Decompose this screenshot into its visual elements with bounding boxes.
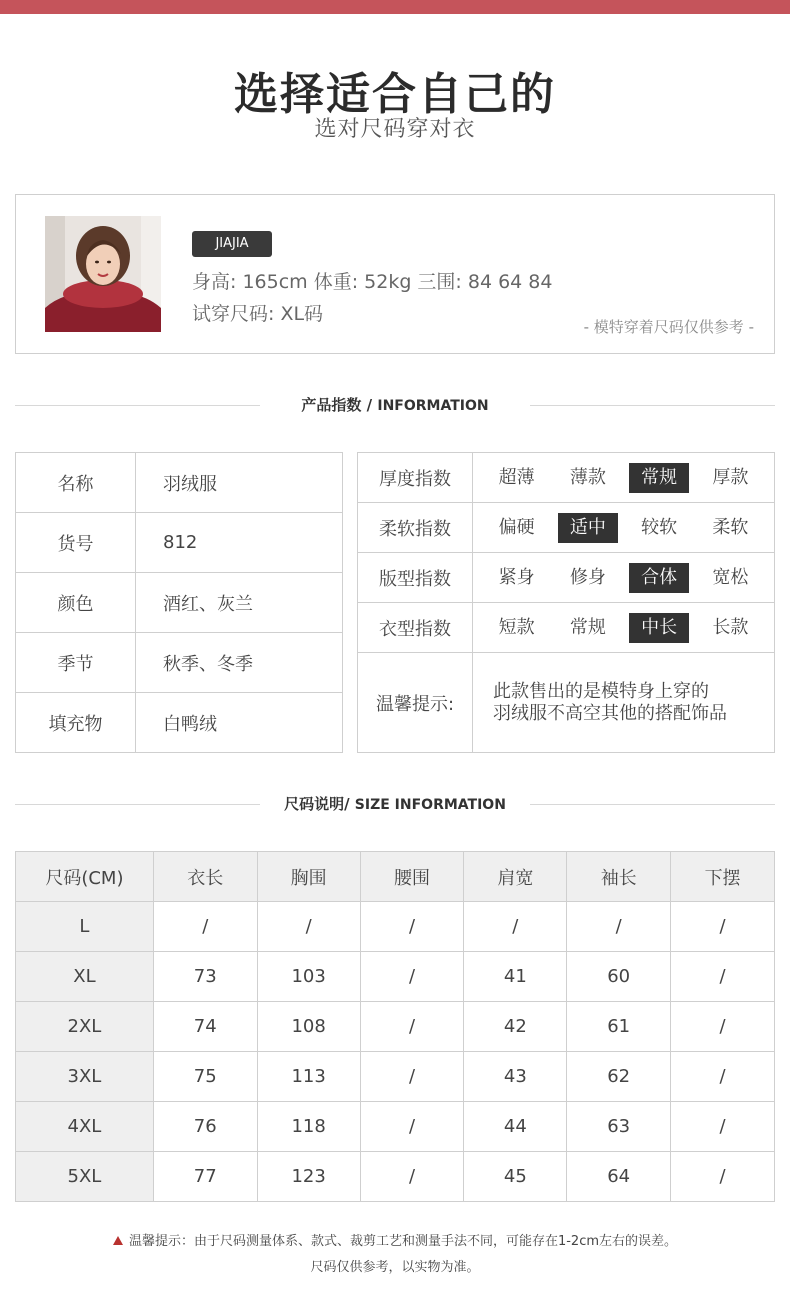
table-cell: 62 (567, 1052, 671, 1102)
column-header: 肩宽 (464, 852, 567, 902)
model-photo (45, 216, 161, 332)
table-cell: 108 (257, 1002, 360, 1052)
table-cell: / (360, 902, 464, 952)
brand-tag: JIAJIA (192, 231, 272, 257)
table-cell: 75 (153, 1052, 257, 1102)
index-options (473, 613, 774, 643)
size-label: 3XL (16, 1052, 154, 1102)
table-row (16, 573, 343, 633)
table-cell: 64 (567, 1152, 671, 1202)
index-option: 短款 (498, 616, 535, 638)
table-row (16, 1102, 775, 1152)
model-size-note: - 模特穿着尺码仅供参考 - (583, 318, 754, 336)
info-section-header (15, 394, 775, 418)
footnote-reference: 尺码仅供参考，以实物为准。 (310, 1260, 480, 1275)
page-subtitle: 选对尺码穿对衣 (314, 117, 476, 142)
table-cell: / (671, 902, 775, 952)
table-row (16, 453, 343, 513)
info-key: 季节 (16, 633, 136, 693)
info-value: 秋季、冬季 (136, 633, 343, 693)
index-option: 厚款 (712, 466, 749, 488)
column-header: 袖长 (567, 852, 671, 902)
table-cell: / (464, 902, 567, 952)
table-cell: / (153, 902, 257, 952)
info-key: 货号 (16, 513, 136, 573)
table-row (358, 653, 775, 753)
table-cell: 41 (464, 952, 567, 1002)
column-header: 衣长 (153, 852, 257, 902)
table-cell: / (671, 1152, 775, 1202)
table-row (16, 1052, 775, 1102)
index-option: 常规 (629, 463, 689, 493)
table-row (16, 1152, 775, 1202)
info-value: 酒红、灰兰 (136, 573, 343, 633)
table-row (16, 513, 343, 573)
table-row (358, 503, 775, 553)
column-header: 胸围 (257, 852, 360, 902)
index-key: 厚度指数 (358, 453, 473, 503)
size-label: 5XL (16, 1152, 154, 1202)
table-cell: / (257, 902, 360, 952)
column-header: 下摆 (671, 852, 775, 902)
table-cell: 45 (464, 1152, 567, 1202)
size-label: 4XL (16, 1102, 154, 1152)
info-key: 颜色 (16, 573, 136, 633)
table-cell: / (671, 1102, 775, 1152)
model-tried-size: 试穿尺码: XL码 (192, 303, 324, 325)
index-key: 衣型指数 (358, 603, 473, 653)
table-row (16, 1002, 775, 1052)
index-option: 偏硬 (498, 516, 535, 538)
info-value: 白鸭绒 (136, 693, 343, 753)
index-key: 柔软指数 (358, 503, 473, 553)
section-title: 产品指数 / INFORMATION (301, 396, 489, 414)
index-option: 修身 (569, 566, 606, 588)
table-cell: 113 (257, 1052, 360, 1102)
index-option: 中长 (629, 613, 689, 643)
footnote-text: 温馨提示：由于尺码测量体系、款式、裁剪工艺和测量手法不同，可能存在1-2cm左右的误差。 (128, 1234, 678, 1249)
info-value: 812 (136, 513, 343, 573)
table-cell: 103 (257, 952, 360, 1002)
table-row (16, 693, 343, 753)
index-option: 柔软 (712, 516, 749, 538)
section-title-cn: 尺码说明/ (284, 795, 350, 813)
tip-line: 羽绒服不高空其他的搭配饰品 (493, 702, 727, 724)
table-cell: 43 (464, 1052, 567, 1102)
table-row (16, 902, 775, 952)
table-row (358, 553, 775, 603)
table-header-row (16, 852, 775, 902)
size-label: 2XL (16, 1002, 154, 1052)
index-option: 超薄 (498, 466, 535, 488)
table-row (16, 633, 343, 693)
table-cell: / (360, 1052, 464, 1102)
index-options (473, 563, 774, 593)
tip-text (473, 653, 775, 753)
table-cell: / (671, 1002, 775, 1052)
table-cell: 42 (464, 1002, 567, 1052)
size-label: XL (16, 952, 154, 1002)
section-title-en: SIZE INFORMATION (354, 797, 506, 813)
index-options (473, 513, 774, 543)
index-option: 紧身 (498, 566, 535, 588)
table-cell: / (360, 1102, 464, 1152)
table-row (358, 603, 775, 653)
index-option: 常规 (569, 616, 606, 638)
table-cell: 63 (567, 1102, 671, 1152)
size-section-header (15, 793, 775, 817)
table-cell: 74 (153, 1002, 257, 1052)
table-cell: / (360, 1152, 464, 1202)
table-cell: / (671, 1052, 775, 1102)
index-key: 版型指数 (358, 553, 473, 603)
table-cell: 60 (567, 952, 671, 1002)
index-option: 薄款 (569, 466, 606, 488)
info-value: 羽绒服 (136, 453, 343, 513)
table-cell: / (567, 902, 671, 952)
table-cell: / (360, 1002, 464, 1052)
warning-icon (113, 1236, 123, 1245)
index-option: 较软 (641, 516, 678, 538)
size-label: L (16, 902, 154, 952)
model-measurements: 身高: 165cm 体重: 52kg 三围: 84 64 84 (192, 271, 553, 293)
size-chart-table (15, 851, 775, 1202)
index-options (473, 463, 774, 493)
section-title-cn: 产品指数 (301, 396, 362, 414)
info-key: 填充物 (16, 693, 136, 753)
product-index-table (357, 452, 775, 753)
table-cell: 76 (153, 1102, 257, 1152)
table-cell: / (360, 952, 464, 1002)
table-cell: 61 (567, 1002, 671, 1052)
index-option: 宽松 (712, 566, 749, 588)
table-cell: 123 (257, 1152, 360, 1202)
footnote-disclaimer (0, 1230, 790, 1249)
column-header: 尺码(CM) (16, 852, 154, 902)
table-cell: 77 (153, 1152, 257, 1202)
column-header: 腰围 (360, 852, 464, 902)
table-cell: 44 (464, 1102, 567, 1152)
table-cell: 73 (153, 952, 257, 1002)
section-title-en: INFORMATION (377, 398, 489, 414)
top-accent-bar (0, 0, 790, 14)
page-title: 选择适合自己的 (234, 69, 556, 120)
index-option: 合体 (629, 563, 689, 593)
table-cell: / (671, 952, 775, 1002)
tip-key: 温馨提示: (358, 653, 473, 753)
model-info-card (15, 194, 775, 354)
table-row (358, 453, 775, 503)
table-row (16, 952, 775, 1002)
table-cell: 118 (257, 1102, 360, 1152)
index-option: 适中 (558, 513, 618, 543)
index-option: 长款 (712, 616, 749, 638)
section-title (15, 793, 775, 814)
product-info-table (15, 452, 343, 753)
info-key: 名称 (16, 453, 136, 513)
tip-line: 此款售出的是模特身上穿的 (493, 680, 709, 702)
